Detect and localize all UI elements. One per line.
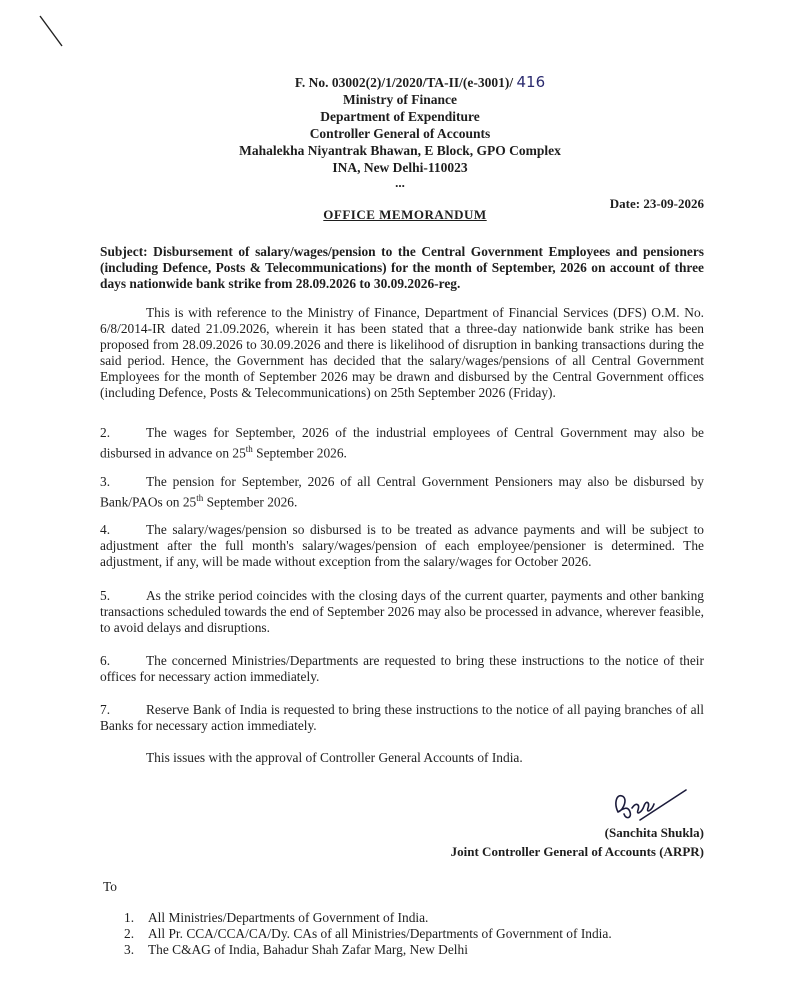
paragraph-2-sup: th	[245, 444, 253, 454]
distribution-item	[124, 926, 612, 942]
letterhead	[0, 74, 800, 188]
paragraph-3	[100, 474, 704, 510]
memo-date: Date: 23-09-2026	[609, 196, 704, 211]
distribution-item-number: 2.	[124, 926, 135, 941]
department-line: Department of Expenditure	[320, 109, 480, 124]
distribution-item-number: 1.	[124, 910, 135, 925]
paragraph-1: This is with reference to the Ministry of Finance, Department of Financial Services (DFS) O.M. No. 6/8/2014-IR dated 21.09.2026, wherein it has been stated that a three-day nationwide bank strike has been proposed from 28.09.2026 to 30.09.2026 and there is likelihood of disruption in banking transactions during the said period. Hence, the Government has decided that the salary/wages/pensions of all Central Government Employees for the month of September 2026 may be drawn and disbursed by the Central Government offices (including Defence, Posts & Telecommunications) on 25th September 2026 (Friday).	[100, 305, 704, 400]
paragraph-6-text: The concerned Ministries/Departments are requested to bring these instructions to the notice of their offices for necessary action immediately.	[100, 653, 704, 684]
memo-subject: Subject: Disbursement of salary/wages/pension to the Central Government Employees and pensioners (including Defence, Posts & Telecommunications) for the month of September, 2026 on account of three days nationwide bank strike from 28.09.2026 to 30.09.2026-reg.	[100, 244, 704, 291]
paragraph-6-number: 6.	[100, 653, 111, 668]
paragraph-2-text-a: The wages for September, 2026 of the industrial employees of Central Government may also be disbursed in advance on 25	[100, 425, 704, 461]
paragraph-2	[100, 425, 704, 461]
file-number	[0, 74, 800, 91]
approval-line: This issues with the approval of Controller General Accounts of India.	[146, 750, 523, 765]
distribution-item	[124, 942, 612, 958]
paragraph-5	[100, 588, 704, 636]
distribution-item-text: All Ministries/Departments of Government of India.	[148, 910, 429, 925]
distribution-item-text: The C&AG of India, Bahadur Shah Zafar Marg, New Delhi	[148, 942, 468, 957]
address-line-2: INA, New Delhi-110023	[332, 160, 468, 175]
paragraph-3-number: 3.	[100, 474, 111, 489]
file-number-text: F. No. 03002(2)/1/2020/TA-II/(e-3001)/	[294, 75, 514, 90]
distribution-list	[124, 910, 612, 958]
ministry-line: Ministry of Finance	[343, 92, 457, 107]
address-line-1: Mahalekha Niyantrak Bhawan, E Block, GPO Complex	[239, 143, 561, 158]
distribution-item	[124, 910, 612, 926]
signatory-designation: Joint Controller General of Accounts (ARPR)	[450, 844, 704, 859]
paragraph-4-number: 4.	[100, 522, 111, 537]
paragraph-3-sup: th	[196, 493, 204, 503]
distribution-item-number: 3.	[124, 942, 135, 957]
paragraph-7	[100, 702, 704, 734]
paragraph-7-number: 7.	[100, 702, 111, 717]
office-line: Controller General of Accounts	[309, 126, 491, 141]
pen-stroke-mark	[36, 14, 66, 50]
paragraph-4	[100, 522, 704, 570]
to-label: To	[103, 879, 117, 894]
signatory-name: (Sanchita Shukla)	[604, 825, 704, 840]
paragraph-3-text-b: September 2026.	[203, 494, 298, 510]
paragraph-2-number: 2.	[100, 425, 111, 440]
memo-title: OFFICE MEMORANDUM	[323, 207, 487, 222]
separator: ...	[395, 175, 405, 190]
distribution-item-text: All Pr. CCA/CCA/CA/Dy. CAs of all Ministries/Departments of Government of India.	[148, 926, 612, 941]
handwritten-number: 416	[516, 73, 546, 91]
paragraph-4-text: The salary/wages/pension so disbursed is to be treated as advance payments and will be subject to adjustment after the full month's salary/wages/pension of each employee/pensioner is determined. The adjustment, if any, will be made without exception from the salary/wages for October 2026.	[100, 522, 704, 569]
paragraph-6	[100, 653, 704, 685]
paragraph-3-text-a: The pension for September, 2026 of all Central Government Pensioners may also be disbursed by Bank/PAOs on 25	[100, 474, 704, 510]
paragraph-5-text: As the strike period coincides with the closing days of the current quarter, payments and other banking transactions scheduled towards the end of September 2026 may also be processed in advance, wherever feasible, to avoid delays and disruptions.	[100, 588, 704, 635]
paragraph-7-text: Reserve Bank of India is requested to bring these instructions to the notice of all paying branches of all Banks for necessary action immediately.	[100, 702, 704, 733]
paragraph-2-text-b: September 2026.	[252, 445, 347, 461]
paragraph-5-number: 5.	[100, 588, 111, 603]
